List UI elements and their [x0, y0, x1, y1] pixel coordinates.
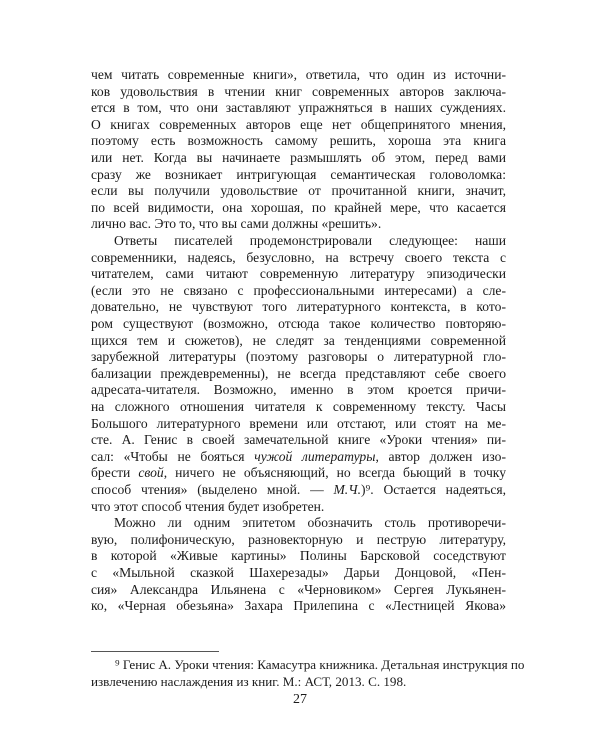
text-line: читателем, сами читают современную литературу эпизодически: [91, 266, 506, 282]
text-line: [91, 465, 506, 482]
text-line: современники, надеясь, безусловно, на встречу своего текста с: [91, 249, 506, 265]
text-line: вую, полифоническую, разновекторную и пеструю литературу,: [91, 531, 506, 547]
text-line: Ответы писателей продемонстрировали следующее: наши: [114, 233, 506, 248]
text-line: бализации преждевременны), не всегда представляют себе своего: [91, 365, 506, 381]
text-line: по всей видимости, она хорошая, по крайней мере, что касается: [91, 199, 506, 215]
text-segment: , ничего не объясняющий, но всегда бьющий в точку: [163, 465, 506, 481]
text-segment: брести: [91, 465, 139, 481]
text-line: О книгах современных авторов еще нет общепринятого мнения,: [91, 116, 506, 132]
italic-text: свой: [138, 465, 164, 481]
text-line: (если это не связано с профессиональными интересами) а сле-: [91, 282, 506, 298]
text-line: что этот способ чтения будет изобретен.: [91, 498, 325, 514]
text-line: [91, 482, 506, 499]
text-segment: )⁹. Остается надеяться,: [360, 482, 507, 497]
text-line: на сложного отношения читателя к современному тексту. Часы: [91, 399, 506, 414]
text-line: адресата-читателя. Возможно, именно в этом кроется причи-: [91, 382, 506, 398]
page-number: 27: [293, 692, 307, 707]
text-line: ется в том, что они заставляют упражняться в наших суждениях.: [91, 100, 506, 116]
footnote-divider: [91, 651, 219, 652]
text-line: [91, 449, 506, 466]
text-line: щихся тем и сюжетов), не следят за тенденциями современной: [91, 332, 506, 348]
text-line: с «Мыльной сказкой Шахерезады» Дарьи Донцовой, «Пен-: [91, 565, 506, 580]
text-line: поэтому есть возможность самому решить, хороша эта книга: [91, 133, 506, 149]
text-line: в которой «Живые картины» Полины Барсковой соседствуют: [91, 548, 506, 564]
text-line: довательно, не чувствуют того литературного контекста, в кото-: [91, 299, 506, 315]
text-line: сразу же возникает интригующая семантическая головоломка:: [91, 166, 506, 182]
italic-text: чужой литературы: [254, 448, 376, 464]
footnote-line: ⁹ Генис А. Уроки чтения: Камасутра книжника. Детальная инструкция по: [115, 657, 525, 672]
text-line: ром существуют (возможно, отсюда такое количество повторяю-: [91, 316, 506, 331]
text-line: если вы получили удовольствие от прочитанной книги, значит,: [91, 183, 506, 199]
text-line: лично вас. Это то, что вы сами должны «решить».: [91, 216, 382, 232]
text-segment: сал: «Чтобы не бояться: [91, 448, 255, 464]
text-line: сия» Александра Ильянена с «Черновиком» Сергея Лукьянен-: [91, 581, 506, 597]
text-segment: способ чтения» (выделено мной. —: [91, 482, 334, 497]
text-line: ко, «Черная обезьяна» Захара Прилепина с «Лестницей Якова»: [91, 598, 506, 614]
footnote-line: извлечению наслаждения из книг. М.: АСТ, 2013. С. 198.: [91, 674, 407, 689]
text-segment: , автор должен изо-: [375, 448, 506, 464]
text-line: Можно ли одним эпитетом обозначить столь противоречи-: [114, 515, 506, 531]
text-line: Большого литературного времени или отстают, или стоят на ме-: [91, 415, 506, 431]
text-line: сте. А. Генис в своей замечательной книге «Уроки чтения» пи-: [91, 432, 506, 448]
text-line: зарубежной литературы (поэтому разговоры о литературной гло-: [91, 349, 506, 365]
text-line: или нет. Когда вы начинаете размышлять об этом, перед вами: [91, 150, 506, 165]
text-line: ков удовольствия в чтении книг современных авторов заключа-: [91, 83, 506, 99]
text-line: чем читать современные книги», ответила, что один из источни-: [91, 67, 506, 82]
italic-text: М.Ч.: [333, 482, 361, 497]
